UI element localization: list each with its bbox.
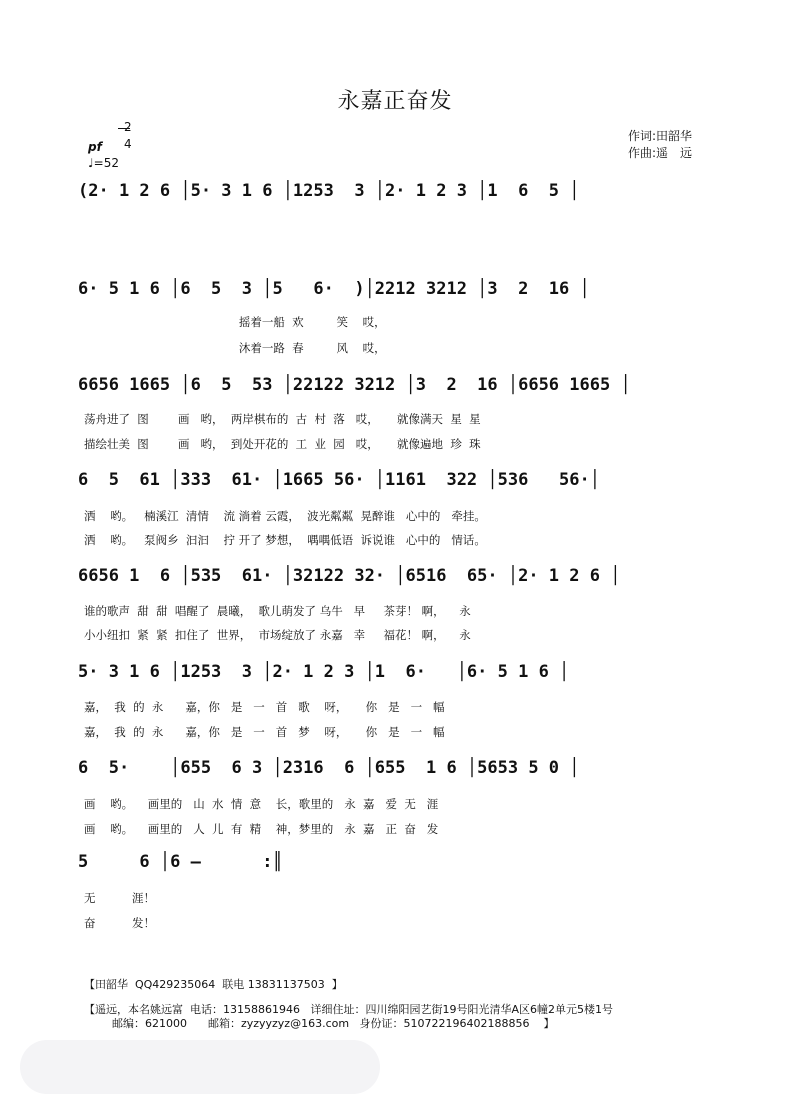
footer-lyricist-contact: 【田韶华 QQ429235064 联电 13831137503 】 xyxy=(84,978,343,991)
lyrics-line-7a: 画 哟。 画里的 山 水 情 意 长，歌里的 永 嘉 爱 无 涯 xyxy=(84,797,439,811)
lyrics-line-2b: 沐着一路 春 风 哎， xyxy=(78,341,386,355)
time-signature-top: 2 xyxy=(124,120,132,134)
dynamic-marking: pf xyxy=(88,140,102,154)
lyrics-line-4b: 洒 哟。 泵阀乡 汩汩 拧 开了 梦想， 喁喁低语 诉说谁 心中的 情话。 xyxy=(84,533,486,547)
song-title: 永嘉正奋发 xyxy=(337,89,453,114)
lyrics-line-5b: 小小纽扣 紧 紧 扣住了 世界， 市场绽放了 永嘉 幸 福花！ 啊， 永 xyxy=(84,628,471,642)
notation-line-8: 5 6 │6 — :║ xyxy=(78,852,283,872)
notation-line-7: 6 5· │655 6 3 │2316 6 │655 1 6 │5653 5 0 │ xyxy=(78,758,580,778)
notation-line-4: 6 5 61 │333 61· │1665 56· │1161 322 │536 56·│ xyxy=(78,470,600,490)
notation-line-5: 6656 1 6 │535 61· │32122 32· │6516 65· │2· 1 2 6 │ xyxy=(78,566,621,586)
lyrics-line-2a: 摇着一船 欢 笑 哎， xyxy=(78,315,386,329)
lyricist-credit: 作词:田韶华 xyxy=(628,129,693,143)
time-signature-bottom: 4 xyxy=(124,137,132,151)
lyrics-line-4a: 洒 哟。 楠溪江 清情 流 淌着 云霞， 波光粼粼 晃醉谁 心中的 牵挂。 xyxy=(84,509,486,523)
time-signature-divider xyxy=(118,128,130,129)
notation-line-6: 5· 3 1 6 │1253 3 │2· 1 2 3 │1 6· │6· 5 1 6 │ xyxy=(78,662,570,682)
lyrics-line-3a: 荡舟进了 图 画 哟， 两岸棋布的 古 村 落 哎， 就像满天 星 星 xyxy=(84,412,481,426)
footer-composer-details: 邮编：621000 邮箱：zyzyyzyz@163.com 身份证：510722196402188856 】 xyxy=(84,1017,555,1030)
lyrics-line-8a: 无 涯！ xyxy=(84,891,156,905)
lyrics-line-7b: 画 哟。 画里的 人 儿 有 精 神，梦里的 永 嘉 正 奋 发 xyxy=(84,822,439,836)
notation-line-3: 6656 1665 │6 5 53 │22122 3212 │3 2 16 │6656 1665 │ xyxy=(78,375,631,395)
lyrics-line-5a: 谁的歌声 甜 甜 唱醒了 晨曦， 歌儿萌发了 乌牛 早 茶芽！ 啊， 永 xyxy=(84,604,471,618)
composer-credit: 作曲:遥 远 xyxy=(628,146,693,160)
lyrics-line-3b: 描绘壮美 图 画 哟， 到处开花的 工 业 园 哎， 就像遍地 珍 珠 xyxy=(84,437,481,451)
notation-line-1: (2· 1 2 6 │5· 3 1 6 │1253 3 │2· 1 2 3 │1 6 5 │ xyxy=(78,181,580,201)
notation-line-2: 6· 5 1 6 │6 5 3 │5 6· )│2212 3212 │3 2 16 │ xyxy=(78,279,590,299)
lyrics-line-6a: 嘉， 我 的 永 嘉，你 是 一 首 歌 呀， 你 是 一 幅 xyxy=(84,700,445,714)
footer-composer-contact: 【遥远，本名姚远富 电话：13158861946 详细住址：四川绵阳园艺街19号阳光清华A区6幢2单元5楼1号 xyxy=(84,1003,613,1016)
faded-background-patch xyxy=(20,1040,380,1094)
lyrics-line-8b: 奋 发！ xyxy=(84,916,156,930)
lyrics-line-6b: 嘉， 我 的 永 嘉，你 是 一 首 梦 呀， 你 是 一 幅 xyxy=(84,725,445,739)
tempo-marking: ♩=52 xyxy=(88,156,119,170)
